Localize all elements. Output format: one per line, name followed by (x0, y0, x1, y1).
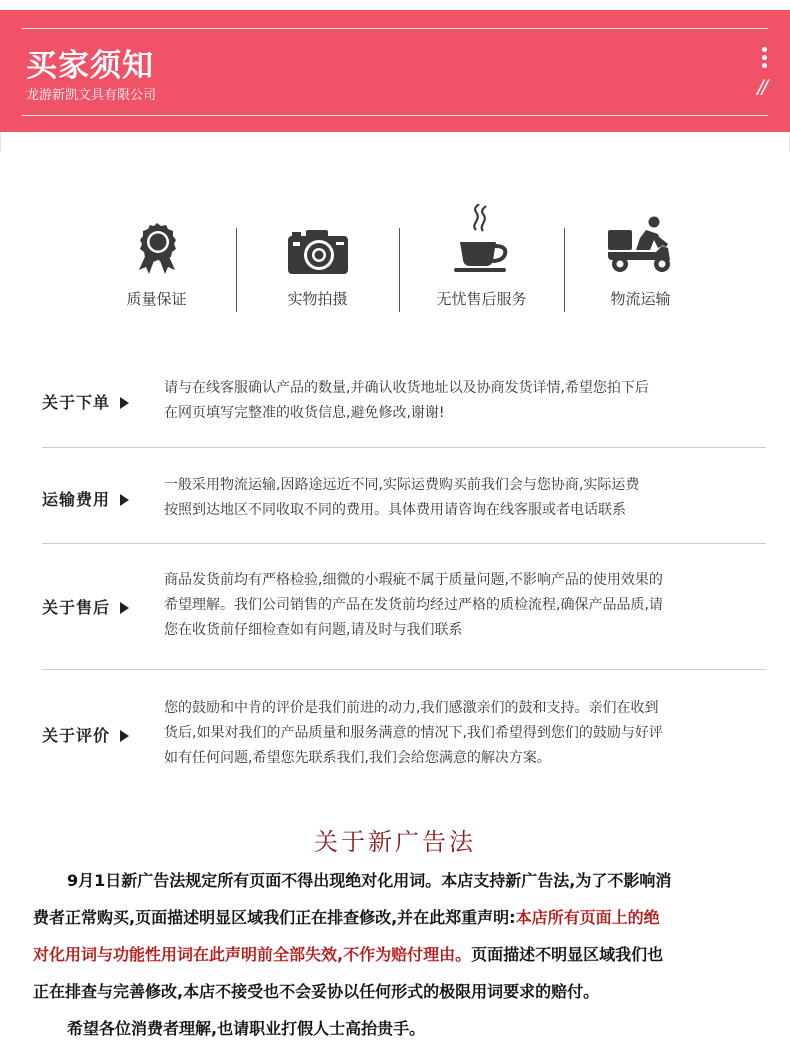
ad-law-highlight: 对化用词与功能性用词在此声明前全部失效,不作为赔付理由。 (33, 945, 472, 964)
notice-after-sales (42, 568, 766, 644)
ad-law-line: 对化用词与功能性用词在此声明前全部失效,不作为赔付理由。页面描述不明显区域我们也 (33, 945, 664, 964)
ad-law-title: 关于新广告法 (314, 828, 476, 856)
page-title: 买家须知 (26, 48, 154, 84)
feature-after-sales (401, 222, 562, 314)
notice-shipping-fee (42, 473, 766, 523)
ad-law-highlight: 本店所有页面上的绝 (515, 908, 660, 927)
row-divider (42, 669, 766, 670)
ad-law-line: 正在排查与完善修改,本店不接受也不会妥协以任何形式的极限用词要求的赔付。 (33, 982, 600, 1001)
notice-review (42, 696, 766, 772)
notice-title: 关于评价 (42, 723, 129, 746)
feature-label: 实物拍摄 (287, 290, 348, 308)
delivery-scooter-icon (606, 216, 676, 282)
header-banner (0, 10, 790, 132)
ad-law-line: 费者正常购买,页面描述明显区域我们正在排查修改,并在此郑重声明:本店所有页面上的绝 (33, 908, 660, 927)
triangle-right-icon (120, 602, 129, 614)
triangle-right-icon (120, 397, 129, 409)
coffee-cup-icon (452, 204, 512, 284)
triangle-right-icon (120, 730, 129, 742)
ad-law-body (33, 862, 763, 1047)
ad-law-line: 9月1日新广告法规定所有页面不得出现绝对化用词。本店支持新广告法,为了不影响消 (67, 871, 672, 890)
company-name: 龙游新凯文具有限公司 (26, 88, 157, 103)
row-divider (42, 447, 766, 448)
notice-title: 关于下单 (42, 390, 129, 413)
camera-icon (286, 228, 350, 280)
feature-label: 物流运输 (610, 290, 671, 308)
triangle-right-icon (120, 494, 129, 506)
feature-logistics (560, 222, 721, 314)
notice-text: 您的鼓励和中肯的评价是我们前进的动力,我们感激亲们的鼓和支持。亲们在收到 货后,如果对我们的产品质量和服务满意的情况下,我们希望得到您们的鼓励与好评 如有任何问题,希望您先联系我们,我们会给您满意的解决方案。 (164, 700, 663, 766)
notice-title: 关于售后 (42, 595, 129, 618)
feature-quality (76, 222, 237, 314)
header-bottom-rule (22, 115, 768, 116)
row-divider (42, 543, 766, 544)
left-edge-line (0, 132, 1, 152)
notice-ordering (42, 376, 766, 426)
feature-label: 无忧售后服务 (436, 290, 527, 308)
header-top-rule (22, 28, 768, 29)
feature-real-photo (237, 222, 398, 314)
feature-strip (76, 222, 720, 314)
notice-text: 一般采用物流运输,因路途远近不同,实际运费购买前我们会与您协商,实际运费 按照到达地区不同收取不同的费用。具体费用请咨询在线客服或者电话联系 (164, 477, 640, 518)
feature-label: 质量保证 (126, 290, 187, 308)
notice-text: 商品发货前均有严格检验,细微的小瑕疵不属于质量问题,不影响产品的使用效果的 希望理解。我们公司销售的产品在发货前均经过严格的质检流程,确保产品品质,请 您在收货前仔细检查如有问题,请及时与我们联系 (164, 572, 663, 638)
notice-text: 请与在线客服确认产品的数量,并确认收货地址以及协商发货详情,希望您拍下后 在网页填写完整准的收货信息,避免修改,谢谢! (164, 380, 649, 421)
ad-law-line: 希望各位消费者理解,也请职业打假人士高抬贵手。 (67, 1019, 426, 1038)
vertical-dots-icon (762, 47, 768, 71)
notice-title: 运输费用 (42, 487, 129, 510)
medal-icon (131, 222, 183, 280)
feature-divider (399, 228, 400, 312)
slashes-decoration: // (757, 76, 766, 98)
